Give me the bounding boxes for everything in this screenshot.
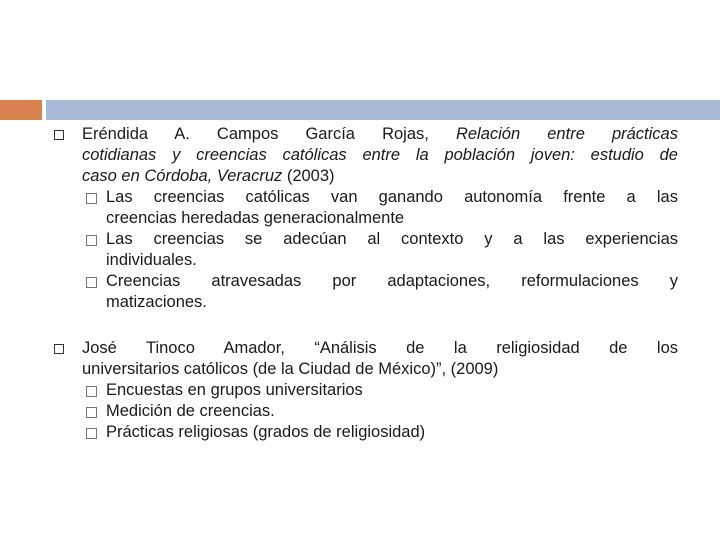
accent-bar [0, 100, 42, 120]
bullet-item [82, 338, 678, 443]
bullet-text-line [82, 145, 678, 166]
sub-bullet-square-icon [86, 428, 97, 439]
sub-bullet-item [82, 187, 678, 229]
italic-text: cotidianas y creencias católicas entre la población joven: estudio de [82, 146, 678, 164]
sub-bullet-square-icon [86, 277, 97, 288]
bullet-text-line [82, 124, 678, 145]
slide-content [0, 124, 720, 443]
sub-bullet-text-line: Encuestas en grupos universitarios [106, 381, 363, 399]
sub-bullet-text-line: matizaciones. [106, 293, 207, 311]
bullet-text-line [82, 359, 678, 380]
sub-bullet-item [82, 271, 678, 313]
bullet-item [82, 124, 678, 313]
italic-text: caso en Córdoba, Veracruz [82, 167, 283, 185]
bullet-square-icon [54, 344, 64, 354]
sub-bullet-text-line: Las creencias se adecúan al contexto y a las experiencias [106, 230, 678, 248]
bullet-text-line [82, 166, 678, 187]
bullet-square-icon [54, 130, 64, 140]
sub-bullet-square-icon [86, 235, 97, 246]
sub-bullet-item [82, 401, 678, 422]
sub-bullet-item [82, 380, 678, 401]
sub-bullet-square-icon [86, 407, 97, 418]
italic-text: Relación entre prácticas [455, 125, 678, 143]
sub-bullet-text-line: Medición de creencias. [106, 402, 275, 420]
text: universitarios católicos (de la Ciudad de México)”, (2009) [82, 360, 499, 378]
sub-bullet-text-line: Creencias atravesadas por adaptaciones, reformulaciones y [106, 272, 678, 290]
sub-bullet-square-icon [86, 386, 97, 397]
bullet-text-line [82, 338, 678, 359]
text: Eréndida A. Campos García Rojas, [82, 125, 456, 143]
sub-bullet-text-line: individuales. [106, 251, 197, 269]
text: José Tinoco Amador, “Análisis de la religiosidad de los [82, 339, 678, 357]
title-bar [46, 100, 720, 120]
sub-bullet-item [82, 422, 678, 443]
sub-bullet-text-line: creencias heredadas generacionalmente [106, 209, 405, 227]
text: (2003) [282, 167, 335, 185]
sub-bullet-square-icon [86, 193, 97, 204]
sub-bullet-text-line: Prácticas religiosas (grados de religiosidad) [106, 423, 426, 441]
sub-bullet-item [82, 229, 678, 271]
sub-bullet-text-line: Las creencias católicas van ganando autonomía frente a las [106, 188, 678, 206]
